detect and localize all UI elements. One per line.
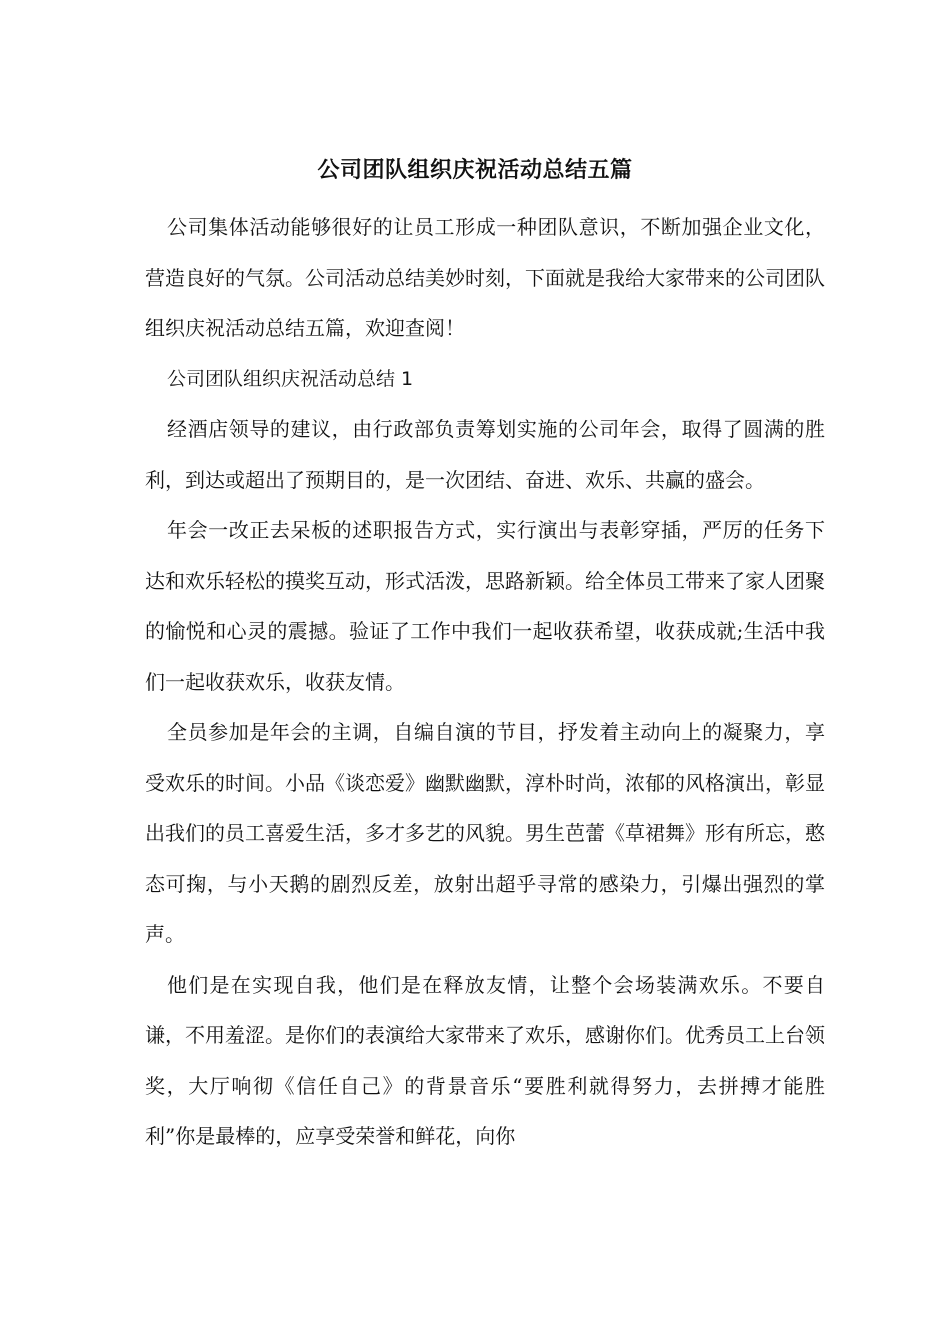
document-title: 公司团队组织庆祝活动总结五篇 [317,157,633,183]
body-paragraph: 年会一改正去呆板的述职报告方式，实行演出与表彰穿插，严厉的任务下达和欢乐轻松的摸奖互动，形式活泼，思路新颖。给全体员工带来了家人团聚的愉悦和心灵的震撼。验证了工作中我们一起收获希望，收获成就;生活中我们一起收获欢乐，收获友情。 [145,518,825,694]
document-body [145,202,825,1162]
intro-paragraph: 公司集体活动能够很好的让员工形成一种团队意识，不断加强企业文化，营造良好的气氛。公司活动总结美妙时刻，下面就是我给大家带来的公司团队组织庆祝活动总结五篇，欢迎查阅！ [145,215,825,340]
body-paragraph: 他们是在实现自我，他们是在释放友情，让整个会场装满欢乐。不要自谦，不用羞涩。是你们的表演给大家带来了欢乐，感谢你们。优秀员工上台领奖，大厅响彻《信任自己》的背景音乐“要胜利就得努力，去拼搏才能胜利”你是最棒的，应享受荣誉和鲜花，向你 [145,972,825,1148]
section-heading: 公司团队组织庆祝活动总结 1 [167,367,414,390]
body-paragraph: 全员参加是年会的主调，自编自演的节目，抒发着主动向上的凝聚力，享受欢乐的时间。小品《谈恋爱》幽默幽默，淳朴时尚，浓郁的风格演出，彰显出我们的员工喜爱生活，多才多艺的风貌。男生芭蕾《草裙舞》形有所忘，憨态可掬，与小天鹅的剧烈反差，放射出超乎寻常的感染力，引爆出强烈的掌声。 [145,720,825,946]
body-paragraph: 经酒店领导的建议，由行政部负责筹划实施的公司年会，取得了圆满的胜利，到达或超出了预期目的，是一次团结、奋进、欢乐、共赢的盛会。 [145,417,825,492]
